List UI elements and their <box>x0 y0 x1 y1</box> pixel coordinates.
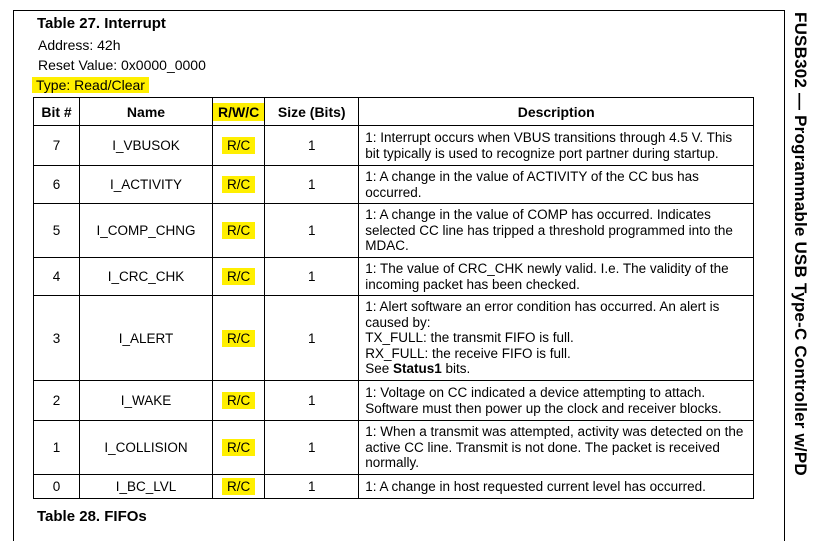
access-type: R/C <box>222 330 255 347</box>
description-text: 1: Voltage on CC indicated a device attempting to attach. Software must then power up the clock and receiver blocks. <box>365 385 722 416</box>
field-size: 1 <box>265 475 359 499</box>
field-name: I_WAKE <box>80 381 213 421</box>
table-row <box>34 421 754 475</box>
description-line: TX_FULL: the transmit FIFO is full. <box>365 330 574 346</box>
table-row <box>34 381 754 421</box>
description-text: 1: The value of CRC_CHK newly valid. I.e. The validity of the incoming packet has been checked. <box>365 261 729 292</box>
field-size: 1 <box>265 421 359 475</box>
access-type: R/C <box>222 392 255 409</box>
table-row <box>34 475 754 499</box>
access-type: R/C <box>222 478 255 495</box>
field-description <box>359 421 754 475</box>
description-text: 1: When a transmit was attempted, activity was detected on the active CC line. Transmit is not done. The packet is received normally. <box>365 424 744 471</box>
field-description <box>359 475 754 499</box>
field-size: 1 <box>265 126 359 166</box>
description-text: 1: A change in the value of ACTIVITY of the CC bus has occurred. <box>365 169 699 200</box>
table-header-row <box>34 98 754 126</box>
interrupt-register-table <box>33 97 754 499</box>
register-address: Address: 42h <box>38 37 121 53</box>
access-type: R/C <box>222 268 255 285</box>
bit-number: 5 <box>34 204 80 258</box>
register-type: Type: Read/Clear <box>32 77 149 93</box>
field-size: 1 <box>265 204 359 258</box>
table-27-title: Table 27. Interrupt <box>37 15 166 32</box>
field-name: I_CRC_CHK <box>80 258 213 296</box>
bit-number: 2 <box>34 381 80 421</box>
access-type: R/C <box>222 439 255 456</box>
bit-number: 1 <box>34 421 80 475</box>
header-size: Size (Bits) <box>265 98 359 126</box>
field-description <box>359 204 754 258</box>
field-name: I_VBUSOK <box>80 126 213 166</box>
header-name: Name <box>80 98 213 126</box>
table-row <box>34 204 754 258</box>
field-name: I_COMP_CHNG <box>80 204 213 258</box>
field-description <box>359 258 754 296</box>
access-type: R/C <box>222 222 255 239</box>
bit-number: 4 <box>34 258 80 296</box>
description-text: 1: A change in host requested current level has occurred. <box>365 478 706 494</box>
status1-reference: Status1 <box>393 361 442 377</box>
bit-number: 6 <box>34 166 80 204</box>
field-description <box>359 381 754 421</box>
field-description <box>359 296 754 381</box>
header-rwc: R/W/C <box>213 103 264 121</box>
description-line: bits. <box>441 361 471 377</box>
bit-number: 3 <box>34 296 80 381</box>
bit-number: 0 <box>34 475 80 499</box>
field-name: I_BC_LVL <box>80 475 213 499</box>
table-row <box>34 166 754 204</box>
field-name: I_ACTIVITY <box>80 166 213 204</box>
header-description: Description <box>359 98 754 126</box>
description-text: 1: A change in the value of COMP has occurred. Indicates selected CC line has tripped a threshold programmed into the MDAC. <box>365 207 733 254</box>
description-line: See <box>365 361 393 377</box>
document-side-title: FUSB302 — Programmable USB Type-C Controller w/PD <box>791 12 810 476</box>
field-size: 1 <box>265 258 359 296</box>
table-row <box>34 126 754 166</box>
field-description <box>359 166 754 204</box>
field-description <box>359 126 754 166</box>
description-line: 1: Alert software an error condition has occurred. An alert is caused by: <box>365 299 720 330</box>
field-name: I_COLLISION <box>80 421 213 475</box>
table-row <box>34 258 754 296</box>
field-size: 1 <box>265 381 359 421</box>
field-name: I_ALERT <box>80 296 213 381</box>
table-28-title: Table 28. FIFOs <box>37 508 147 525</box>
bit-number: 7 <box>34 126 80 166</box>
description-line: RX_FULL: the receive FIFO is full. <box>365 345 571 361</box>
field-size: 1 <box>265 166 359 204</box>
field-size: 1 <box>265 296 359 381</box>
table-row <box>34 296 754 381</box>
access-type: R/C <box>222 176 255 193</box>
access-type: R/C <box>222 137 255 154</box>
header-bit: Bit # <box>34 98 80 126</box>
reset-value: Reset Value: 0x0000_0000 <box>38 57 206 73</box>
description-text: 1: Interrupt occurs when VBUS transitions through 4.5 V. This bit typically is used to recognize port partner during startup. <box>365 130 733 161</box>
